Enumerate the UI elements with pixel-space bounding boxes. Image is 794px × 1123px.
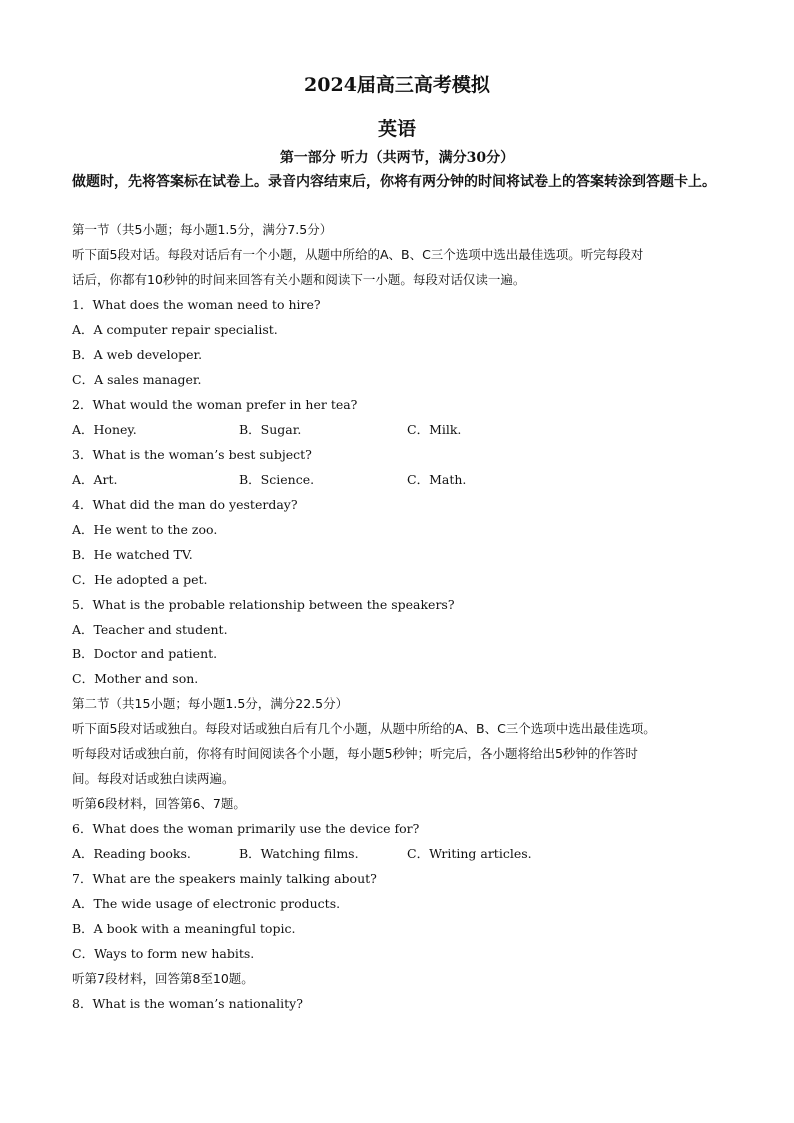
question-7-option-a: A．The wide usage of electronic products. [72,896,341,911]
question-3-stem: 3．What is the woman’s best subject? [72,447,312,462]
question-1-option-b: B．A web developer. [72,347,203,362]
section2-directions-line3: 间。每段对话或独白读两遍。 [72,771,235,786]
section1-directions-line1: 听下面5段对话。每段对话后有一个小题，从题中所给的A、B、C三个选项中选出最佳选项。听完每段对 [72,247,644,262]
question-4-option-a: A．He went to the zoo. [72,522,218,537]
part1-heading: 第一部分 听力（共两节，满分30分） [279,150,515,166]
question-5-option-b: B．Doctor and patient. [72,646,218,661]
question-5-stem: 5．What is the probable relationship between the speakers? [72,597,455,612]
material-6-note: 听第6段材料，回答第6、7题。 [72,796,246,811]
question-3-option-b: B．Science. [239,472,315,487]
question-2-option-a: A．Honey. [72,422,137,437]
section2-heading: 第二节（共15小题；每小题1.5分，满分22.5分） [72,696,349,711]
question-2-option-b: B．Sugar. [239,422,302,437]
question-7-option-c: C．Ways to form new habits. [72,946,255,961]
question-1-option-a: A．A computer repair specialist. [72,322,278,337]
question-7-option-b: B．A book with a meaningful topic. [72,921,296,936]
question-6-option-b: B．Watching films. [239,846,359,861]
section2-directions-line1: 听下面5段对话或独白。每段对话或独白后有几个小题，从题中所给的A、B、C三个选项中选出最佳选项。 [72,721,656,736]
question-6-option-a: A．Reading books. [72,846,191,861]
question-2-stem: 2．What would the woman prefer in her tea? [72,397,358,412]
instruction-text: 做题时，先将答案标在试卷上。录音内容结束后，你将有两分钟的时间将试卷上的答案转涂到答题卡上。 [72,174,716,190]
question-1-option-c: C．A sales manager. [72,372,202,387]
question-1-stem: 1．What does the woman need to hire? [72,297,321,312]
question-2-option-c: C．Milk. [407,422,462,437]
question-4-stem: 4．What did the man do yesterday? [72,497,298,512]
question-4-option-c: C．He adopted a pet. [72,572,208,587]
question-5-option-c: C．Mother and son. [72,671,199,686]
question-8-stem: 8．What is the woman’s nationality? [72,996,303,1011]
question-5-option-a: A．Teacher and student. [72,622,228,637]
question-6-stem: 6．What does the woman primarily use the device for? [72,821,420,836]
question-3-option-a: A．Art. [72,472,118,487]
question-6-option-c: C．Writing articles. [407,846,532,861]
subject-title: 英语 [377,118,416,140]
section1-directions-line2: 话后，你都有10秒钟的时间来回答有关小题和阅读下一小题。每段对话仅读一遍。 [72,272,526,287]
question-7-stem: 7．What are the speakers mainly talking about? [72,871,377,886]
section1-heading: 第一节（共5小题；每小题1.5分，满分7.5分） [72,222,333,237]
question-4-option-b: B．He watched TV. [72,547,193,562]
exam-title: 2024届高三高考模拟 [304,74,490,96]
question-3-option-c: C．Math. [407,472,467,487]
section2-directions-line2: 听每段对话或独白前，你将有时间阅读各个小题，每小题5秒钟；听完后，各小题将给出5秒钟的作答时 [72,746,638,761]
material-7-note: 听第7段材料，回答第8至10题。 [72,971,254,986]
